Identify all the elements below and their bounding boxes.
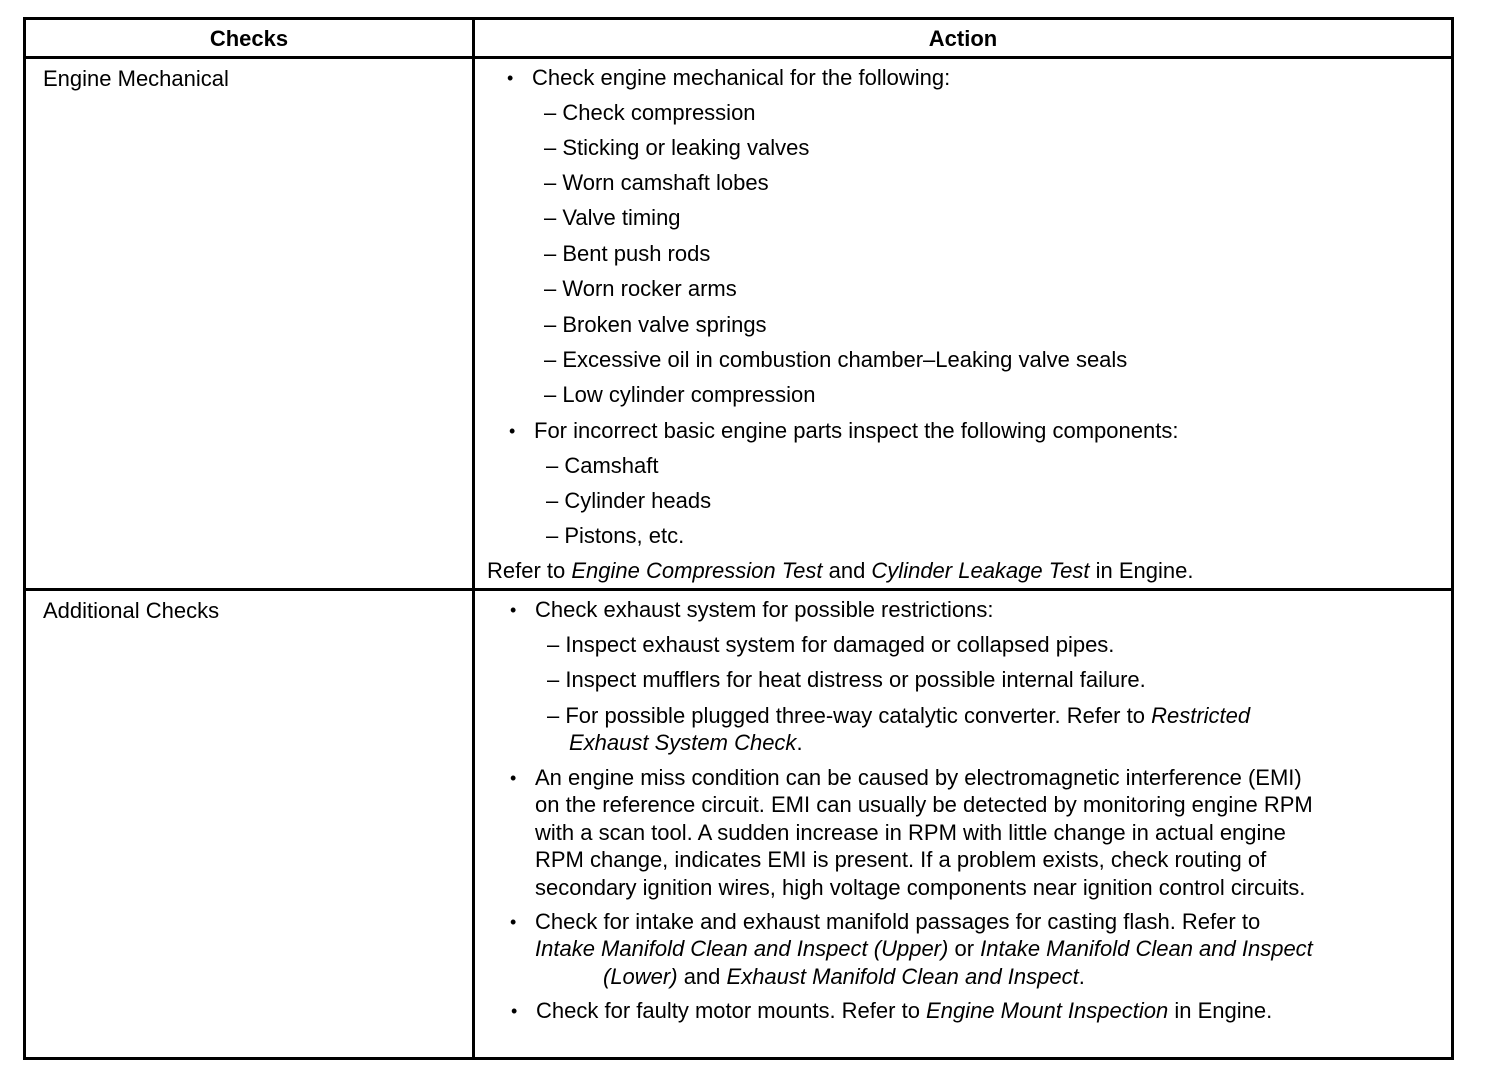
table-header-row [26,20,1451,59]
punctuation: . [796,730,803,755]
bullet-item: • Check exhaust system for possible restrictions: [535,596,994,624]
link-intake-manifold-lower[interactable]: Intake Manifold Clean and Inspect [980,936,1313,961]
sub-item: – Low cylinder compression [544,382,816,407]
bullet-item [536,997,1272,1025]
table-row-additional-checks [26,591,1451,1057]
refer-mid: and [822,558,872,583]
checks-cell [26,59,475,588]
link-exhaust-manifold[interactable]: Exhaust Manifold Clean and Inspect [726,964,1079,989]
paragraph-line [603,963,1085,991]
link-intake-manifold-upper[interactable]: Intake Manifold Clean and Inspect (Upper) [535,936,949,961]
bullet-suffix: in Engine. [1168,998,1273,1023]
sub-item: – Cylinder heads [546,488,712,513]
punctuation: . [1078,964,1085,989]
refer-suffix: in Engine. [1089,558,1194,583]
sub-item-continuation [569,729,803,757]
check-label: Additional Checks [43,598,220,623]
table-row-engine-mechanical [26,59,1451,591]
sub-item: – Valve timing [544,205,681,230]
action-cell [475,591,1451,1057]
link-engine-compression-test[interactable]: Engine Compression Test [571,558,823,583]
checks-cell [26,591,475,1057]
sub-item: – Inspect exhaust system for damaged or collapsed pipes. [547,632,1115,657]
sub-item: – Sticking or leaking valves [544,135,810,160]
reference-note [487,557,1194,585]
refer-prefix: Refer to [487,558,572,583]
connector-text: or [948,936,981,961]
bullet-item: • Check for intake and exhaust manifold passages for casting flash. Refer to [535,908,1260,936]
sub-item: – Worn rocker arms [544,276,737,301]
paragraph-line: RPM change, indicates EMI is present. If a problem exists, check routing of [535,847,1267,872]
paragraph-line [535,935,1313,963]
sub-item: – Check compression [544,100,756,125]
bullet-item: • Check engine mechanical for the following: [532,64,950,92]
sub-item [547,702,1250,730]
bullet-item: • For incorrect basic engine parts inspect the following components: [534,417,1178,445]
link-intake-manifold-lower-cont[interactable]: (Lower) [603,964,678,989]
sub-item: – Inspect mufflers for heat distress or possible internal failure. [547,667,1146,692]
sub-item-text: – For possible plugged three-way catalytic converter. Refer to [547,703,1152,728]
paragraph-line: with a scan tool. A sudden increase in RPM with little change in actual engine [535,820,1286,845]
sub-item: – Worn camshaft lobes [544,170,769,195]
sub-item: – Camshaft [546,453,659,478]
bullet-text: Check for faulty motor mounts. Refer to [536,998,927,1023]
sub-item: – Pistons, etc. [546,523,685,548]
connector-text: and [677,964,727,989]
action-cell [475,59,1451,588]
paragraph-line: on the reference circuit. EMI can usually be detected by monitoring engine RPM [535,792,1313,817]
diagnostic-checks-table [23,17,1454,1060]
link-restricted-exhaust-line1[interactable]: Restricted [1151,703,1251,728]
check-label: Engine Mechanical [43,66,229,91]
link-cylinder-leakage-test[interactable]: Cylinder Leakage Test [871,558,1090,583]
link-restricted-exhaust-line2[interactable]: Exhaust System Check [569,730,797,755]
sub-item: – Bent push rods [544,241,711,266]
header-checks: Checks [26,20,475,56]
paragraph-line: secondary ignition wires, high voltage components near ignition control circuits. [535,875,1306,900]
header-action: Action [928,26,998,51]
sub-item: – Excessive oil in combustion chamber–Leaking valve seals [544,347,1128,372]
bullet-item: • An engine miss condition can be caused by electromagnetic interference (EMI) [535,764,1302,792]
link-engine-mount-inspection[interactable]: Engine Mount Inspection [926,998,1169,1023]
sub-item: – Broken valve springs [544,312,767,337]
